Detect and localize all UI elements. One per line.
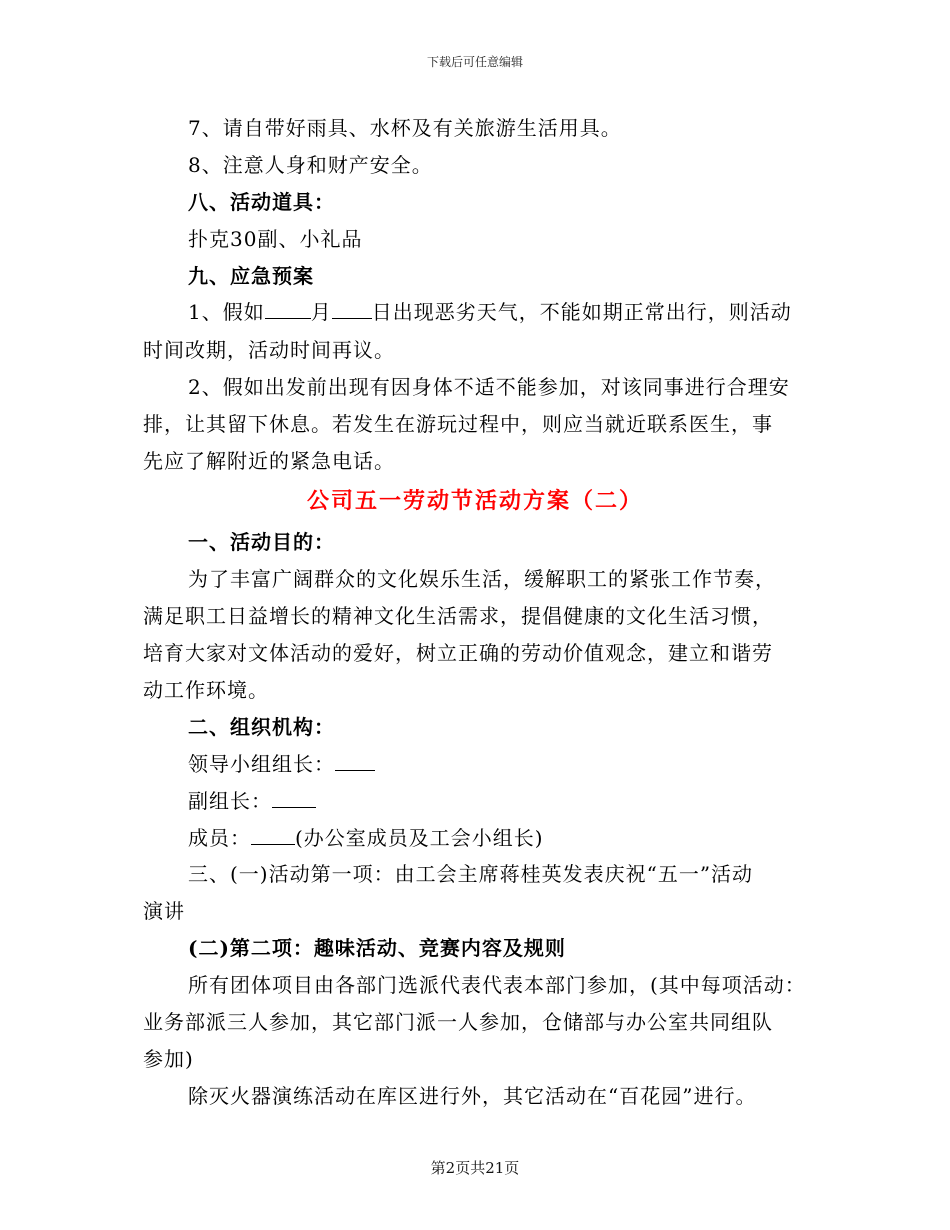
plan-title: 公司五一劳动节活动方案（二） (306, 488, 643, 514)
emergency-item-2-line-3: 先应了解附近的紧急电话。 (143, 449, 395, 473)
emergency-item-1-part-3: 日出现恶劣天气，不能如期正常出行，则活动 (371, 300, 792, 324)
list-item-7: 7、请自带好雨具、水杯及有关旅游生活用具。 (188, 116, 622, 140)
activity-1-line-2: 演讲 (143, 899, 185, 923)
emergency-item-2-line-1: 2、假如出发前出现有因身体不适不能参加，对该同事进行合理安 (188, 375, 790, 399)
purpose-line-1: 为了丰富广阔群众的文化娱乐生活，缓解职工的紧张工作节奏， (188, 567, 776, 591)
leader-line (188, 752, 375, 776)
rules-line-1: 所有团体项目由各部门选派代表代表本部门参加，(其中每项活动： (188, 973, 806, 997)
emergency-item-1-line-2: 时间改期，活动时间再议。 (143, 338, 395, 362)
vice-leader-blank (272, 789, 316, 808)
props-text: 扑克30副、小礼品 (188, 227, 363, 251)
member-line (188, 826, 544, 850)
section-heading-props: 八、活动道具： (188, 190, 335, 214)
day-blank (332, 300, 372, 319)
member-note: (办公室成员及工会小组长) (295, 826, 544, 850)
member-blank (251, 826, 295, 845)
section-heading-purpose: 一、活动目的： (188, 530, 335, 554)
page-number: 第2页共21页 (430, 1159, 520, 1177)
purpose-line-3: 培育大家对文体活动的爱好，树立正确的劳动价值观念，建立和谐劳 (143, 641, 773, 665)
emergency-item-1-part-1: 1、假如 (188, 300, 265, 324)
vice-leader-label: 副组长： (188, 789, 272, 813)
rules-line-3: 参加) (143, 1047, 194, 1071)
activity-1-line-1: 三、(一)活动第一项：由工会主席蒋桂英发表庆祝“五一”活动 (188, 862, 754, 886)
venue-line: 除灭火器演练活动在库区进行外，其它活动在“百花园”进行。 (188, 1084, 757, 1108)
leader-blank (335, 752, 375, 771)
leader-label: 领导小组组长： (188, 752, 335, 776)
month-blank (265, 300, 311, 319)
purpose-line-4: 动工作环境。 (143, 678, 269, 702)
section-heading-organization: 二、组织机构： (188, 715, 335, 739)
list-item-8: 8、注意人身和财产安全。 (188, 153, 433, 177)
purpose-line-2: 满足职工日益增长的精神文化生活需求，提倡健康的文化生活习惯， (143, 604, 773, 628)
rules-line-2: 业务部派三人参加，其它部门派一人参加，仓储部与办公室共同组队 (143, 1010, 773, 1034)
page-header-note: 下载后可任意编辑 (426, 55, 523, 69)
section-heading-emergency: 九、应急预案 (188, 264, 314, 288)
member-label: 成员： (188, 826, 251, 850)
emergency-item-2-line-2: 排，让其留下休息。若发生在游玩过程中，则应当就近联系医生，事 (143, 412, 773, 436)
activity-2-heading: (二)第二项：趣味活动、竞赛内容及规则 (188, 936, 566, 960)
emergency-item-1-part-2: 月 (310, 300, 332, 324)
emergency-item-1-line-1 (188, 300, 792, 324)
vice-leader-line (188, 789, 316, 813)
